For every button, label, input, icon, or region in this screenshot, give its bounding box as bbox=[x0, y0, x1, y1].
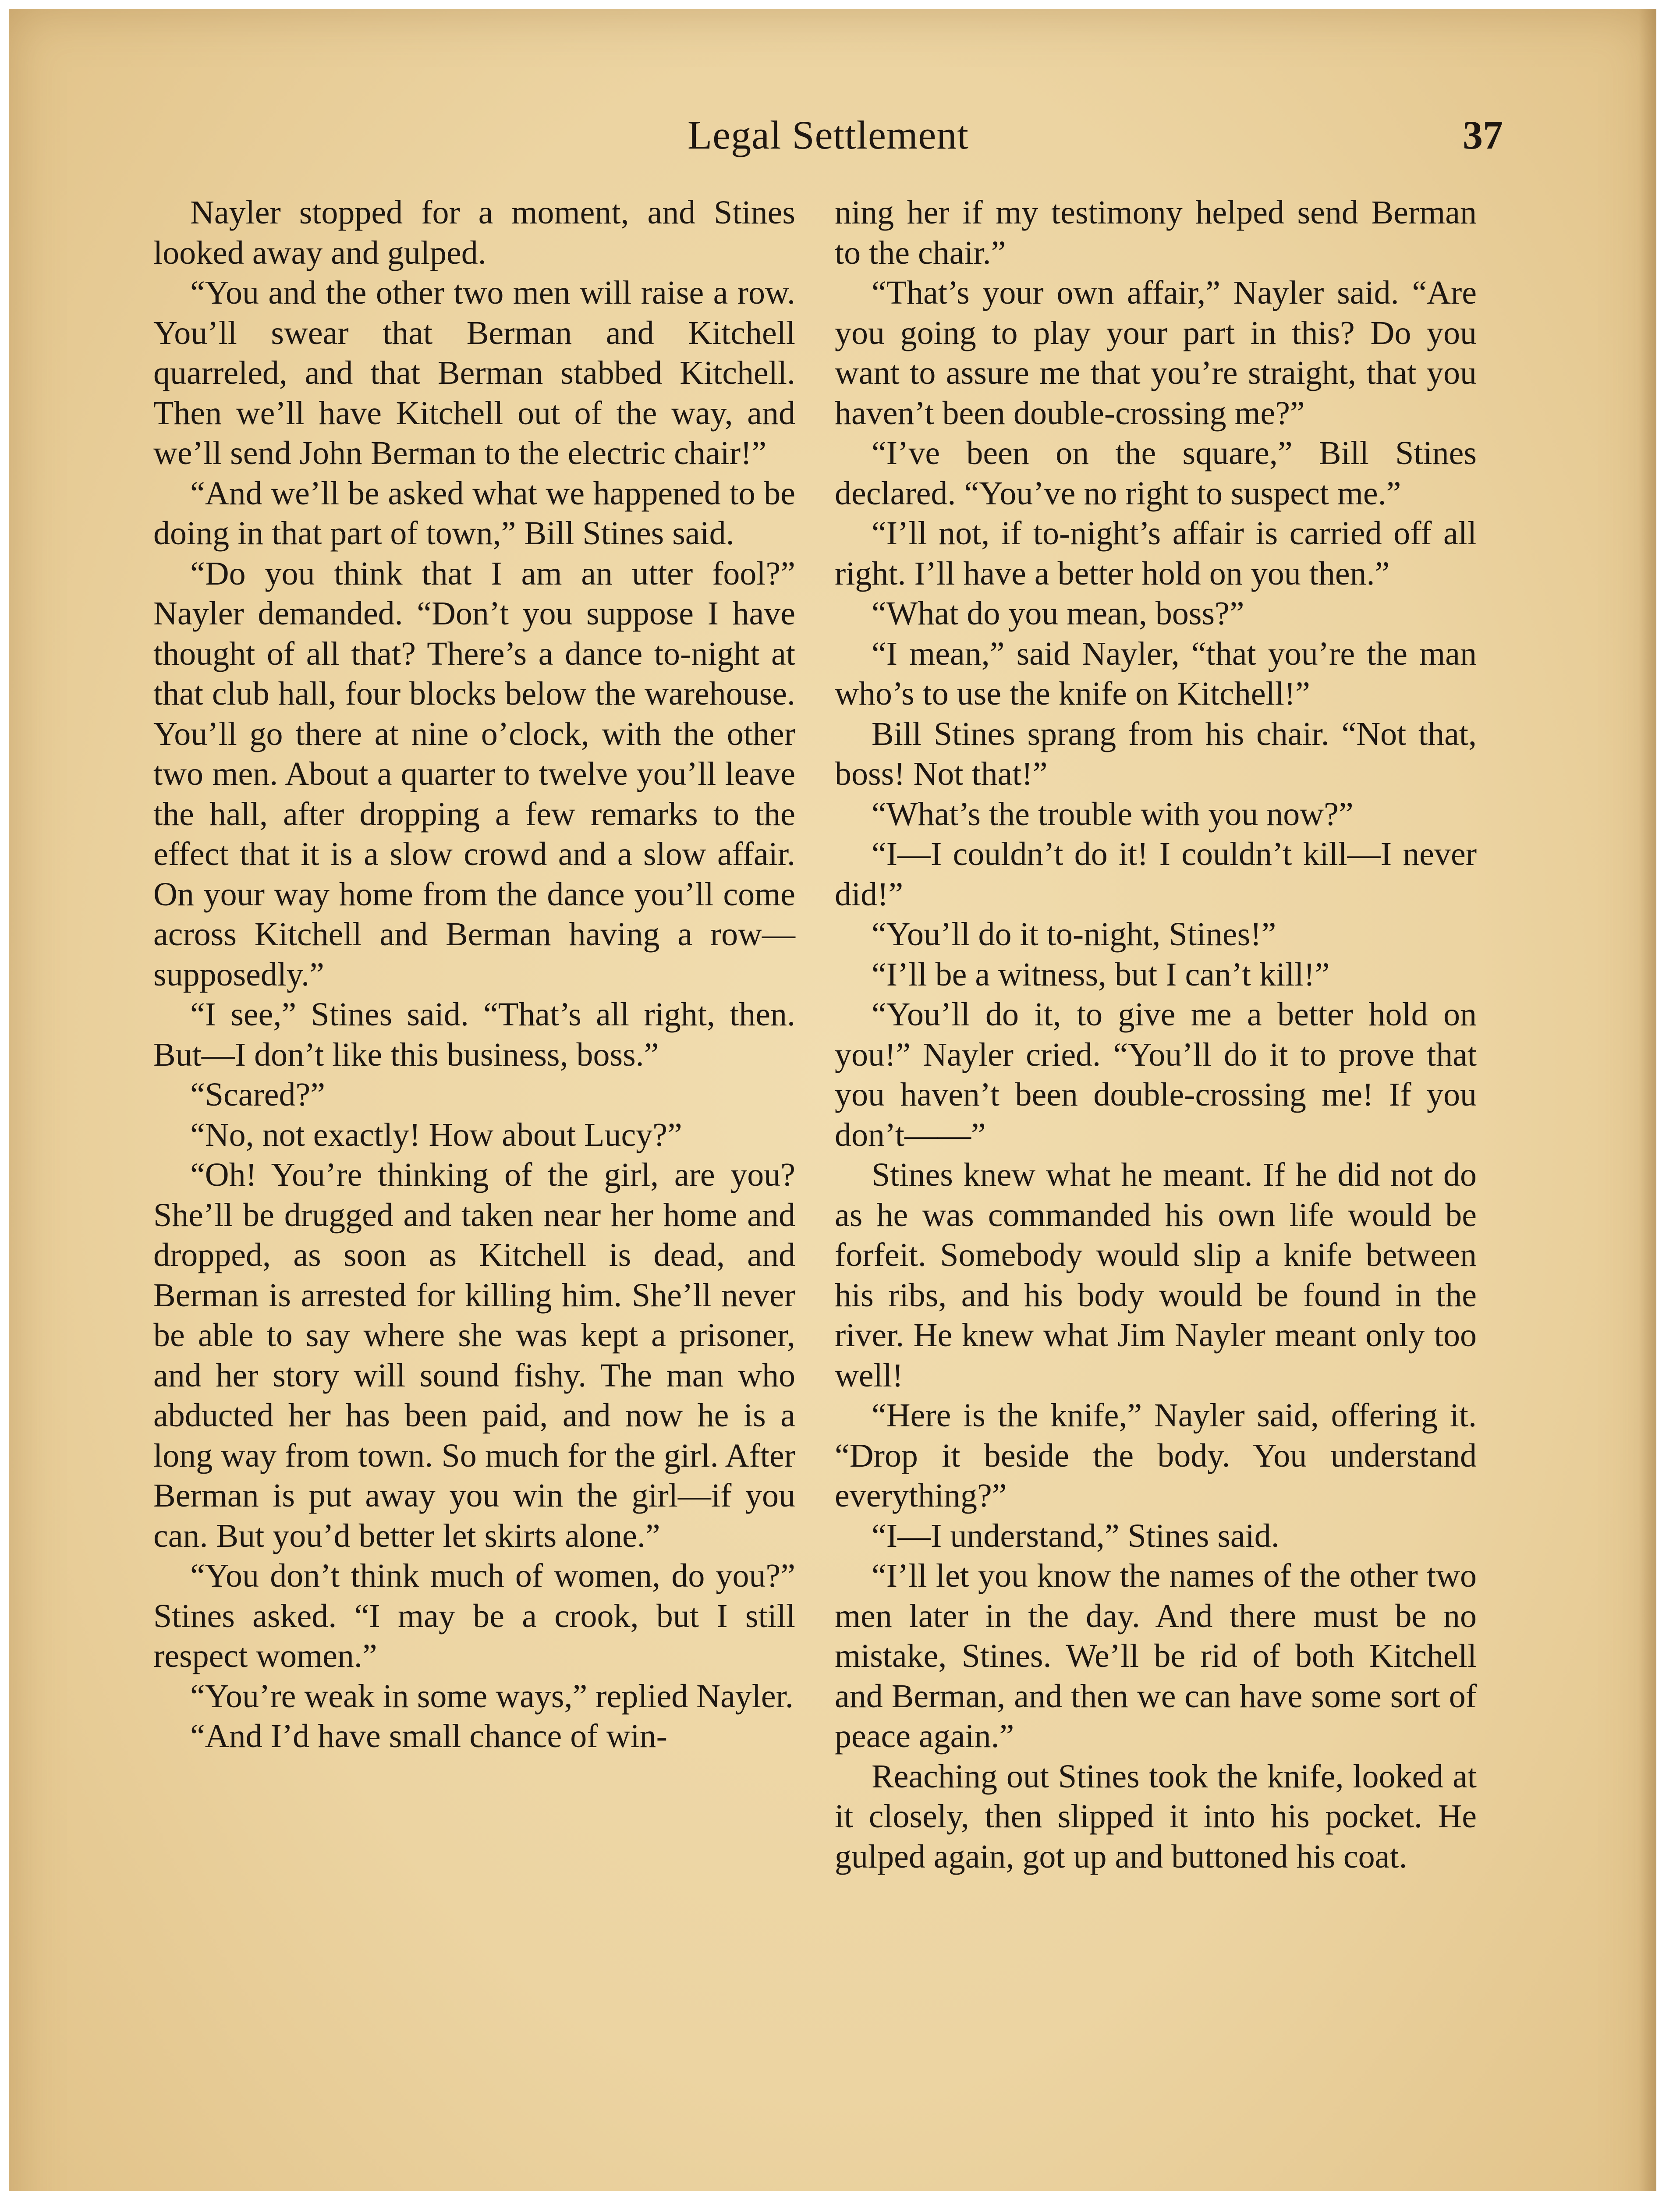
paragraph: “You don’t think much of women, do you?” Stines asked. “I may be a crook, but I still respect women.” bbox=[153, 1557, 795, 1674]
paragraph: “Here is the knife,” Nayler said, offering it. “Drop it beside the body. You understand everything?” bbox=[835, 1397, 1477, 1514]
paragraph: “And we’ll be asked what we happened to be doing in that part of town,” Bill Stines said. bbox=[153, 475, 795, 552]
paragraph: Bill Stines sprang from his chair. “Not that, boss! Not that!” bbox=[835, 715, 1477, 792]
paragraph: “I—I understand,” Stines said. bbox=[872, 1517, 1279, 1554]
paragraph: “I mean,” said Nayler, “that you’re the man who’s to use the knife on Kitchell!” bbox=[835, 635, 1477, 712]
paragraph: “I’ve been on the square,” Bill Stines declared. “You’ve no right to suspect me.” bbox=[835, 435, 1477, 512]
paragraph: Stines knew what he meant. If he did not do as he was commanded his own life would be forfeit. Somebody would slip a knife between his ribs, and his body would be found in the river. He knew what Jim Nayler meant only too well! bbox=[835, 1156, 1477, 1394]
paragraph: “I’ll be a witness, but I can’t kill!” bbox=[872, 956, 1330, 993]
paragraph: “What do you mean, boss?” bbox=[872, 595, 1244, 632]
book-page bbox=[9, 9, 1656, 2191]
left-column bbox=[153, 193, 795, 1757]
running-head bbox=[153, 112, 1503, 173]
paragraph: “No, not exactly! How about Lucy?” bbox=[190, 1116, 682, 1153]
page-number: 37 bbox=[1463, 113, 1503, 157]
paragraph: “You and the other two men will raise a row. You’ll swear that Berman and Kitchell quarreled, and that Berman stabbed Kitchell. Then we’ll have Kitchell out of the way, and we’ll send John Berman to the electric chair!” bbox=[153, 274, 795, 472]
paragraph: “Oh! You’re thinking of the girl, are you? She’ll be drugged and taken near her home and dropped, as soon as Kitchell is dead, and Berman is arrested for killing him. She’ll never be able to say where she was kept a prisoner, and her story will sound fishy. The man who abducted her has been paid, and now he is a long way from town. So much for the girl. After Berman is put away you win the girl—if you can. But you’d better let skirts alone.” bbox=[153, 1156, 795, 1554]
paragraph: Nayler stopped for a moment, and Stines looked away and gulped. bbox=[153, 194, 795, 271]
paragraph: “You’re weak in some ways,” replied Nayler. bbox=[190, 1677, 794, 1715]
paragraph: “I—I couldn’t do it! I couldn’t kill—I never did!” bbox=[835, 836, 1477, 913]
paragraph: “That’s your own affair,” Nayler said. “Are you going to play your part in this? Do you want to assure me that you’re straight, that you haven’t been double-crossing me?” bbox=[835, 274, 1477, 432]
paragraph: Reaching out Stines took the knife, looked at it closely, then slipped it into his pocket. He gulped again, got up and buttoned his coat. bbox=[835, 1758, 1477, 1875]
paragraph: “You’ll do it to-night, Stines!” bbox=[872, 916, 1276, 953]
paragraph: “I’ll let you know the names of the other two men later in the day. And there must be no mistake, Stines. We’ll be rid of both Kitchell and Berman, and then we can have some sort of peace again.” bbox=[835, 1557, 1477, 1755]
paragraph-continued: ning her if my testimony helped send Berman to the chair.” bbox=[835, 194, 1477, 271]
running-title: Legal Settlement bbox=[688, 113, 969, 157]
paragraph: “What’s the trouble with you now?” bbox=[872, 795, 1354, 833]
paragraph: “I see,” Stines said. “That’s all right, then. But—I don’t like this business, boss.” bbox=[153, 996, 795, 1073]
paragraph: “I’ll not, if to-night’s affair is carried off all right. I’ll have a better hold on you then.” bbox=[835, 515, 1477, 592]
paragraph: “And I’d have small chance of win- bbox=[190, 1718, 667, 1755]
paragraph: “Do you think that I am an utter fool?” Nayler demanded. “Don’t you suppose I have thought of all that? There’s a dance to-night at that club hall, four blocks below the warehouse. You’ll go there at nine o’clock, with the other two men. About a quarter to twelve you’ll leave the hall, after dropping a few remarks to the effect that it is a slow crowd and a slow affair. On your way home from the dance you’ll come across Kitchell and Berman having a row—supposedly.” bbox=[153, 555, 795, 993]
paragraph: “You’ll do it, to give me a better hold on you!” Nayler cried. “You’ll do it to prove that you haven’t been double-crossing me! If you don’t——” bbox=[835, 996, 1477, 1153]
right-column bbox=[835, 193, 1477, 1877]
paragraph: “Scared?” bbox=[190, 1076, 325, 1113]
